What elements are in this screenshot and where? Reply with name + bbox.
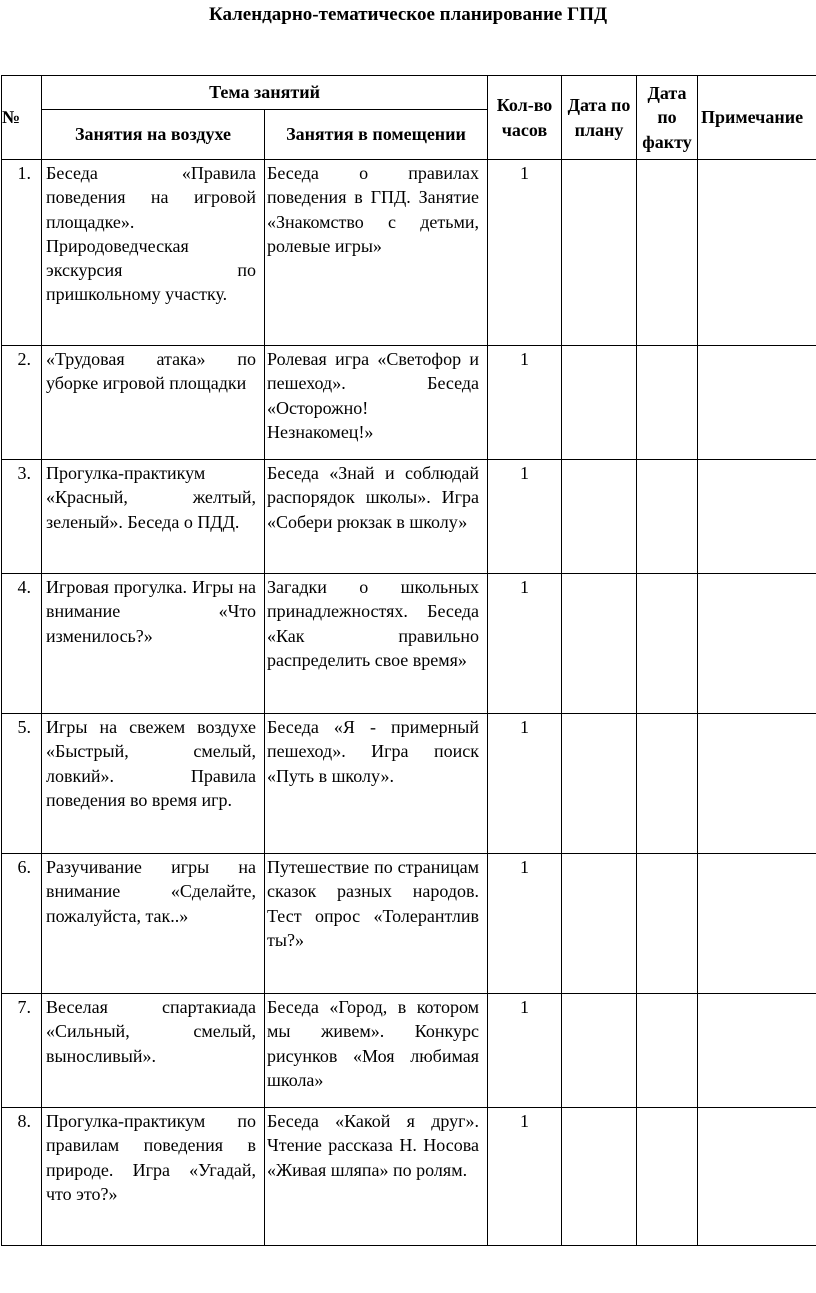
outdoor-activity: Беседа «Правила поведения на игровой площадке». Природоведческая экскурсия по пришкольному участку. (42, 160, 265, 346)
indoor-activity: Ролевая игра «Светофор и пешеход». Беседа «Осторожно! Незнакомец!» (265, 346, 488, 460)
header-plan-date: Дата по плану (562, 76, 637, 160)
row-number: 7. (2, 994, 42, 1108)
header-fact-date: Дата по факту (637, 76, 698, 160)
outdoor-activity: Игровая прогулка. Игры на внимание «Что изменилось?» (42, 574, 265, 714)
fact-date-cell (637, 160, 698, 346)
note-cell (698, 854, 816, 994)
table-row (2, 714, 816, 854)
header-number: № (2, 76, 42, 160)
plan-date-cell (562, 1108, 637, 1246)
header-hours: Кол-во часов (488, 76, 562, 160)
plan-date-cell (562, 574, 637, 714)
indoor-activity: Беседа «Город, в котором мы живем». Конкурс рисунков «Моя любимая школа» (265, 994, 488, 1108)
note-cell (698, 160, 816, 346)
hours-count: 1 (488, 854, 562, 994)
fact-date-cell (637, 854, 698, 994)
table-row (2, 160, 816, 346)
page-title: Календарно-тематическое планирование ГПД (208, 4, 608, 25)
note-cell (698, 994, 816, 1108)
row-number: 6. (2, 854, 42, 994)
plan-date-cell (562, 460, 637, 574)
note-cell (698, 346, 816, 460)
outdoor-activity: Разучивание игры на внимание «Сделайте, пожалуйста, так..» (42, 854, 265, 994)
hours-count: 1 (488, 574, 562, 714)
plan-date-cell (562, 346, 637, 460)
note-cell (698, 574, 816, 714)
outdoor-activity: Веселая спартакиада «Сильный, смелый, выносливый». (42, 994, 265, 1108)
header-indoor: Занятия в помещении (265, 110, 488, 160)
indoor-activity: Путешествие по страницам сказок разных народов. Тест опрос «Толерантлив ты?» (265, 854, 488, 994)
hours-count: 1 (488, 460, 562, 574)
indoor-activity: Беседа «Я - примерный пешеход». Игра поиск «Путь в школу». (265, 714, 488, 854)
header-topic: Тема занятий (42, 76, 488, 110)
note-cell (698, 1108, 816, 1246)
indoor-activity: Беседа «Знай и соблюдай распорядок школы». Игра «Собери рюкзак в школу» (265, 460, 488, 574)
fact-date-cell (637, 994, 698, 1108)
table-row (2, 854, 816, 994)
outdoor-activity: Игры на свежем воздухе «Быстрый, смелый, ловкий». Правила поведения во время игр. (42, 714, 265, 854)
hours-count: 1 (488, 994, 562, 1108)
indoor-activity: Беседа о правилах поведения в ГПД. Занятие «Знакомство с детьми, ролевые игры» (265, 160, 488, 346)
fact-date-cell (637, 460, 698, 574)
hours-count: 1 (488, 160, 562, 346)
hours-count: 1 (488, 714, 562, 854)
note-cell (698, 460, 816, 574)
hours-count: 1 (488, 346, 562, 460)
table-row (2, 994, 816, 1108)
row-number: 4. (2, 574, 42, 714)
plan-date-cell (562, 714, 637, 854)
fact-date-cell (637, 1108, 698, 1246)
fact-date-cell (637, 574, 698, 714)
fact-date-cell (637, 714, 698, 854)
table-row (2, 574, 816, 714)
table-row (2, 1108, 816, 1246)
plan-date-cell (562, 160, 637, 346)
row-number: 2. (2, 346, 42, 460)
planning-table (1, 75, 816, 1246)
row-number: 5. (2, 714, 42, 854)
table-row (2, 460, 816, 574)
outdoor-activity: Прогулка-практикум «Красный, желтый, зеленый». Беседа о ПДД. (42, 460, 265, 574)
header-note: Примечание (698, 76, 816, 160)
table-row (2, 346, 816, 460)
row-number: 3. (2, 460, 42, 574)
row-number: 8. (2, 1108, 42, 1246)
fact-date-cell (637, 346, 698, 460)
plan-date-cell (562, 994, 637, 1108)
plan-date-cell (562, 854, 637, 994)
note-cell (698, 714, 816, 854)
hours-count: 1 (488, 1108, 562, 1246)
outdoor-activity: «Трудовая атака» по уборке игровой площадки (42, 346, 265, 460)
indoor-activity: Беседа «Какой я друг». Чтение рассказа Н. Носова «Живая шляпа» по ролям. (265, 1108, 488, 1246)
row-number: 1. (2, 160, 42, 346)
outdoor-activity: Прогулка-практикум по правилам поведения в природе. Игра «Угадай, что это?» (42, 1108, 265, 1246)
indoor-activity: Загадки о школьных принадлежностях. Беседа «Как правильно распределить свое время» (265, 574, 488, 714)
header-outdoor: Занятия на воздухе (42, 110, 265, 160)
